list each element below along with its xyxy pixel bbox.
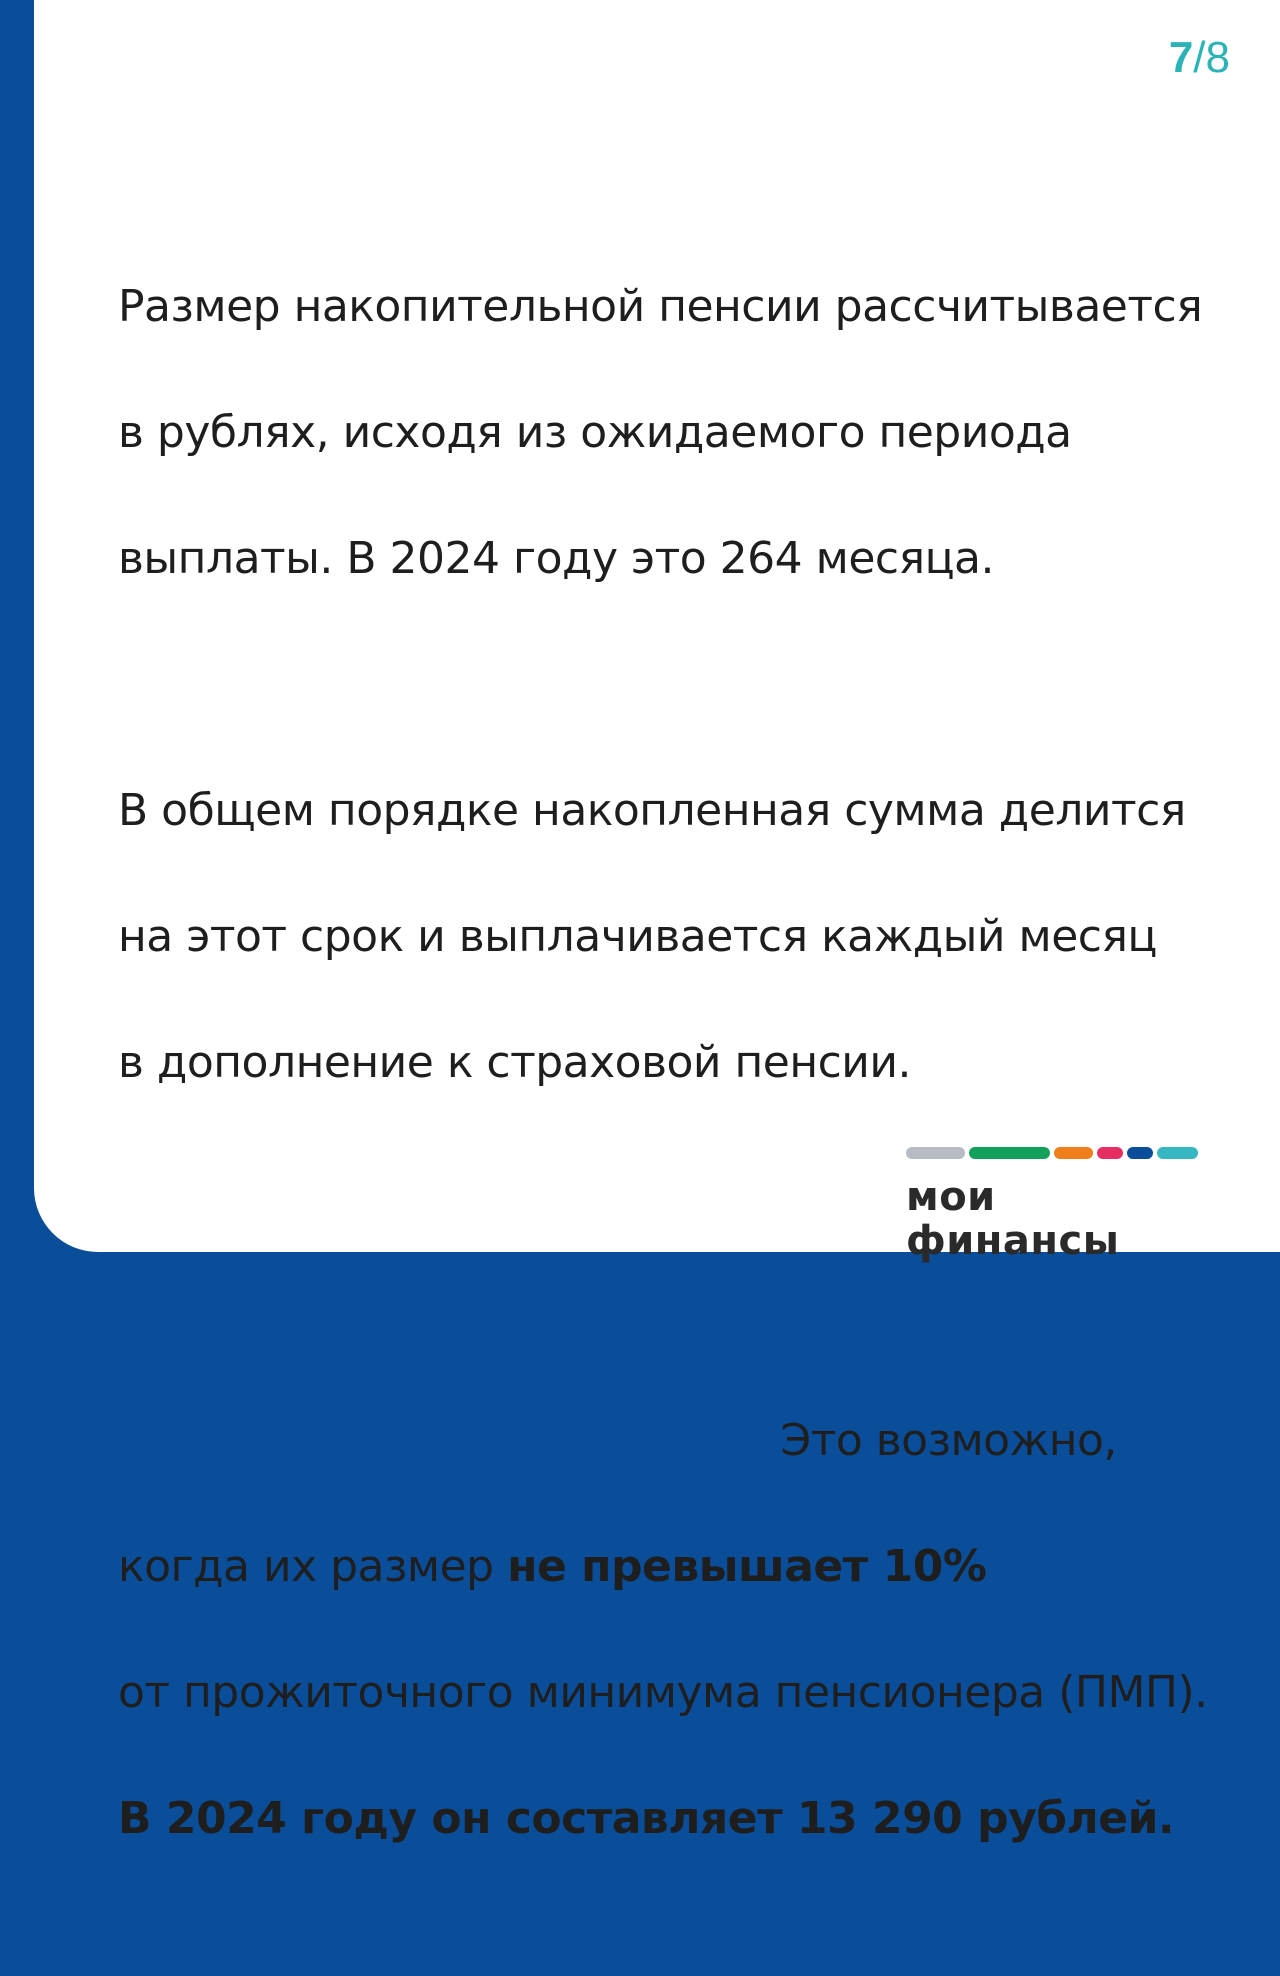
logo-text: мои финансы: [906, 1174, 1120, 1264]
slide-card: [34, 0, 1280, 1844]
page-counter-current: 7: [1168, 33, 1194, 82]
main-text: [118, 212, 1258, 1976]
logo-color-bar: [906, 1147, 1198, 1159]
text-line: на этот срок и выплачивается каждый месяц: [118, 911, 1157, 962]
highlight-text: Есть условие, при котором можно забрать: [118, 1289, 1092, 1340]
paragraph-lump-sum-condition: [118, 1220, 1258, 1913]
text-line: в дополнение к страховой пенсии.: [118, 1037, 911, 1088]
logo-bar-segment: [969, 1147, 1050, 1159]
logo-bar-segment: [1127, 1147, 1153, 1159]
text-line: [118, 1535, 1258, 1598]
logo-bar-segment: [1097, 1147, 1123, 1159]
text-fragment: когда их размер: [118, 1541, 508, 1592]
text-line: в рублях, исходя из ожидаемого периода: [118, 407, 1072, 458]
text-line: В общем порядке накопленная сумма делится: [118, 785, 1186, 836]
bold-text: В 2024 году он составляет 13 290 рублей.: [118, 1793, 1175, 1844]
moi-finansy-logo: [906, 1147, 1198, 1263]
text-line: Размер накопительной пенсии рассчитывается: [118, 281, 1203, 332]
bold-text: не превышает 10%: [507, 1541, 987, 1592]
highlight-text: накопления единой суммой.: [118, 1415, 767, 1466]
text-fragment: Это возможно,: [766, 1415, 1117, 1466]
page-counter: [1169, 34, 1230, 82]
paragraph-general-procedure: [118, 716, 1258, 1157]
text-line: [118, 1409, 1258, 1472]
page-counter-total: /8: [1193, 33, 1230, 82]
logo-bar-segment: [1054, 1147, 1093, 1159]
paragraph-pension-size: [118, 212, 1258, 653]
logo-bar-segment: [906, 1147, 965, 1159]
text-line: от прожиточного минимума пенсионера (ПМП).: [118, 1667, 1208, 1718]
text-line: выплаты. В 2024 году это 264 месяца.: [118, 533, 994, 584]
logo-bar-segment: [1157, 1147, 1198, 1159]
